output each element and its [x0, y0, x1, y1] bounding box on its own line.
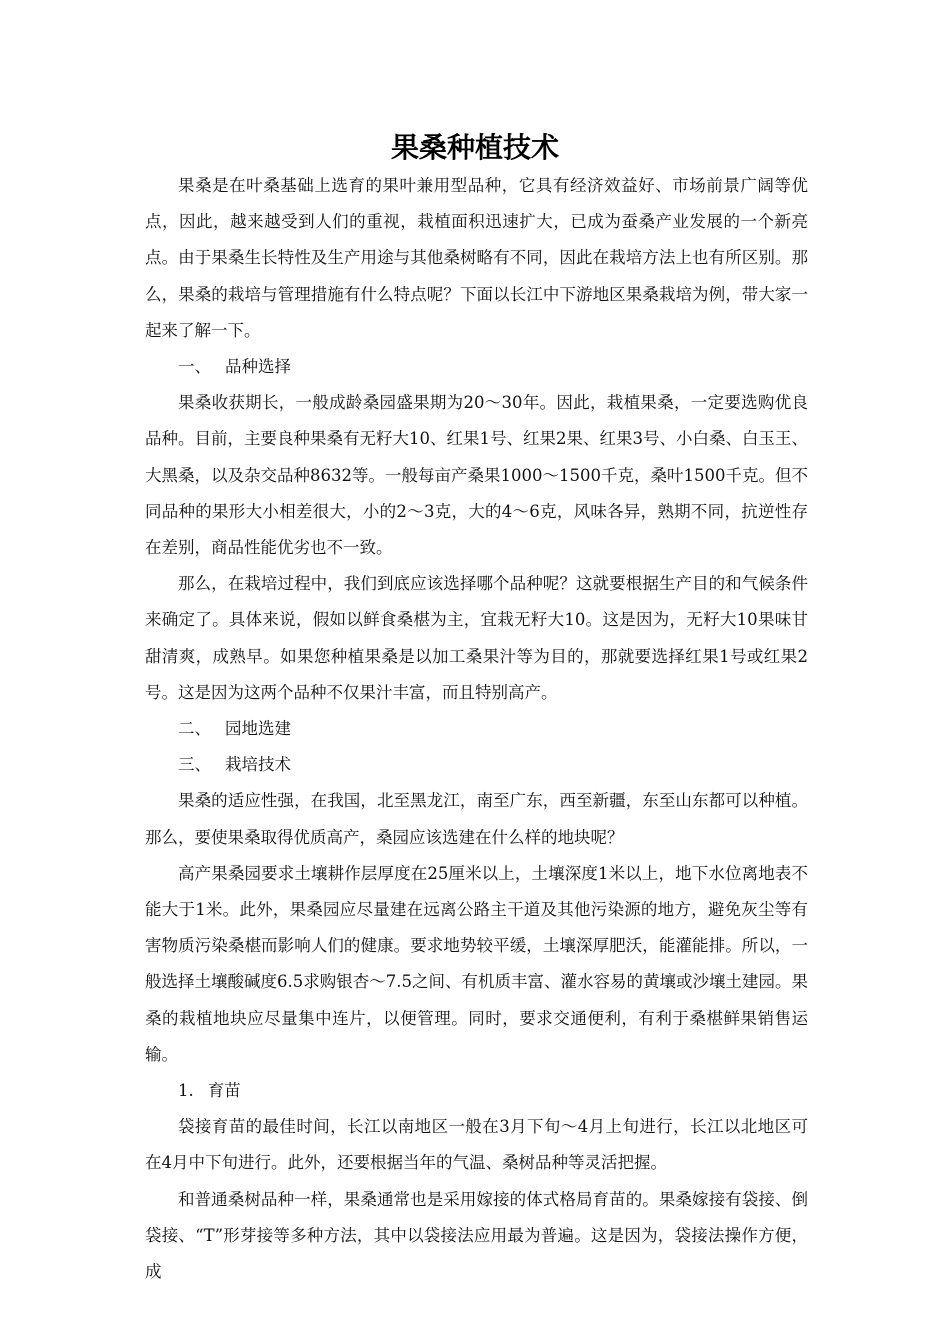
- document-body: [145, 168, 808, 1290]
- section-heading-text: 园地选建: [225, 719, 291, 739]
- section-number: 二、: [178, 719, 211, 739]
- paragraph-site-requirements: 高产果桑园要求土壤耕作层厚度在25厘米以上，土壤深度1米以上，地下水位离地表不能大于1米。此外，果桑园应尽量建在远离公路主干道及其他污染源的地方，避免灰尘等有害物质污染桑椹而影响人们的健康。要求地势较平缓，土壤深厚肥沃，能灌能排。所以，一般选择土壤酸碱度6.5求购银杏～7.5之间、有机质丰富、灌水容易的黄壤或沙壤土建园。果桑的栽植地块应尽量集中连片，以便管理。同时，要求交通便利，有利于桑椹鲜果销售运输。: [145, 863, 808, 1064]
- subsection-heading-1: [145, 1073, 808, 1109]
- paragraph-variety-choice: 那么，在栽培过程中，我们到底应该选择哪个品种呢？这就要根据生产目的和气候条件来确定了。具体来说，假如以鲜食桑椹为主，宜栽无籽大10。这是因为，无籽大10果味甘甜清爽，成熟早。如果您种植果桑是以加工桑果汁等为目的，那就要选择红果1号或红果2号。这是因为这两个品种不仅果汁丰富，而且特别高产。: [145, 574, 808, 702]
- section-heading-text: 栽培技术: [225, 755, 291, 775]
- paragraph-grafting: 和普通桑树品种一样，果桑通常也是采用嫁接的体式格局育苗的。果桑嫁接有袋接、倒袋接、“T”形芽接等多种方法，其中以袋接法应用最为普遍。这是因为，袋接法操作方便，成: [145, 1189, 808, 1282]
- section-number: 三、: [178, 755, 211, 775]
- section-heading-1: [145, 349, 808, 385]
- document-title: 果桑种植技术: [390, 131, 559, 164]
- section-number: 一、: [178, 357, 211, 377]
- section-heading-text: 品种选择: [225, 357, 291, 377]
- paragraph-intro: 果桑是在叶桑基础上选育的果叶兼用型品种，它具有经济效益好、市场前景广阔等优点，因此，越来越受到人们的重视，栽植面积迅速扩大，已成为蚕桑产业发展的一个新亮点。由于果桑生长特性及生产用途与其他桑树略有不同，因此在栽培方法上也有所区别。那么，果桑的栽培与管理措施有什么特点呢？下面以长江中下游地区果桑栽培为例，带大家一起来了解一下。: [145, 176, 808, 340]
- section-heading-3: [145, 747, 808, 783]
- paragraph-variety: 果桑收获期长，一般成龄桑园盛果期为20～30年。因此，栽植果桑，一定要选购优良品种。目前，主要良种果桑有无籽大10、红果1号、红果2果、红果3号、小白桑、白玉王、大黑桑，以及杂交品种8632等。一般每亩产桑果1000～1500千克，桑叶1500千克。但不同品种的果形大小相差很大，小的2～3克，大的4～6克，风味各异，熟期不同，抗逆性存在差别，商品性能优劣也不一致。: [145, 393, 808, 558]
- section-heading-2: [145, 711, 808, 747]
- paragraph-adaptability: 果桑的适应性强，在我国，北至黑龙江，南至广东，西至新疆，东至山东都可以种植。那么，要使果桑取得优质高产，桑园应该选建在什么样的地块呢？: [145, 791, 808, 847]
- paragraph-seedling-timing: 袋接育苗的最佳时间，长江以南地区一般在3月下旬～4月上旬进行，长江以北地区可在4月中下旬进行。此外，还要根据当年的气温、桑树品种等灵活把握。: [145, 1117, 808, 1173]
- subsection-heading-text: 育苗: [207, 1081, 241, 1101]
- subsection-number: 1.: [178, 1081, 194, 1101]
